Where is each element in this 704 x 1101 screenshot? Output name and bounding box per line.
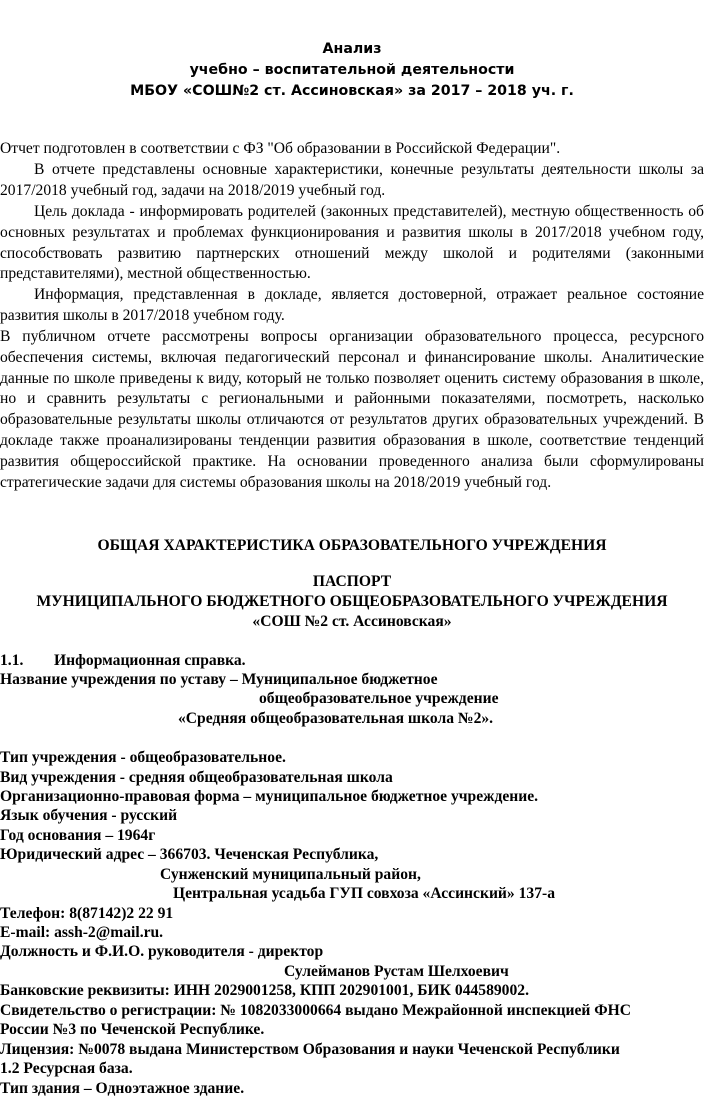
org-name-line2: «СОШ №2 ст. Ассиновская» — [252, 613, 452, 630]
intro-paragraph-4: В публичном отчете рассмотрены вопросы организации образовательного процесса, ресурсного обеспечения системы, включая педагогический персонал и финансирование школы. Аналитические данные по школе приведены к виду, который не только позволяет оценить систему образования в школе, но и сравнить результаты с региональными и районными показателями, посмотреть, насколько образовательные результаты школы отличаются от результатов других образовательных учреждений. В докладе также проанализированы тенденции развития образования в школе, соответствие тенденций развития общероссийской практике. На основании проведенного анализа были сформулированы стратегические задачи для системы образования школы на 2018/2019 учебный год. — [0, 328, 704, 491]
founded-year: Год основания – 1964г — [0, 827, 156, 844]
bank-details: Банковские реквизиты: ИНН 2029001258, КПП 202901001, БИК 044589002. — [0, 982, 529, 999]
registration-line2: России №3 по Чеченской Республике. — [0, 1021, 265, 1038]
director-name: Сулейманов Рустам Шелхоевич — [284, 963, 509, 980]
legal-address-line1: Юридический адрес – 366703. Чеченская Республика, — [0, 846, 379, 863]
building-type: Тип здания – Одноэтажное здание. — [0, 1080, 245, 1097]
intro-paragraph-0: Отчет подготовлен в соответствии с ФЗ "Об образовании в Российской Федерации". — [0, 140, 561, 157]
teaching-language: Язык обучения - русский — [0, 807, 178, 824]
institution-kind: Вид учреждения - средняя общеобразовательная школа — [0, 769, 393, 786]
legal-form: Организационно-правовая форма – муниципальное бюджетное учреждение. — [0, 788, 539, 805]
legal-address-line2: Сунженский муниципальный район, — [160, 866, 421, 883]
email: E-mail: assh-2@mail.ru. — [0, 924, 164, 941]
institution-name-line2: общеобразовательное учреждение — [259, 690, 499, 707]
institution-type: Тип учреждения - общеобразовательное. — [0, 749, 286, 766]
org-name-line1: МУНИЦИПАЛЬНОГО БЮДЖЕТНОГО ОБЩЕОБРАЗОВАТЕЛЬНОГО УЧРЕЖДЕНИЯ — [36, 593, 668, 610]
institution-name-line3: «Средняя общеобразовательная школа №2». — [178, 710, 494, 727]
phone: Телефон: 8(87142)2 22 91 — [0, 905, 174, 922]
legal-address-line3: Центральная усадьба ГУП совхоза «Ассинский» 137-а — [173, 885, 555, 902]
info-title: Информационная справка. — [54, 652, 246, 669]
registration-line1: Свидетельство о регистрации: № 1082033000664 выдано Межрайонной инспекцией ФНС — [0, 1002, 632, 1019]
doc-title-line3: МБОУ «СОШ№2 ст. Ассиновская» за 2017 – 2018 уч. г. — [130, 83, 574, 99]
section-heading: ОБЩАЯ ХАРАКТЕРИСТИКА ОБРАЗОВАТЕЛЬНОГО УЧРЕЖДЕНИЯ — [97, 537, 607, 554]
intro-paragraph-2: Цель доклада - информировать родителей (законных представителей), местную общественность об основных результатах и проблемах функционирования и развития школы в 2017/2018 учебном году, способствовать развитию партнерских отношений между школой и родителями (законными представителями), местной общественностью. — [0, 203, 704, 283]
doc-title-line2: учебно – воспитательной деятельности — [189, 62, 515, 78]
director-label: Должность и Ф.И.О. руководителя - директор — [0, 943, 324, 960]
institution-name-line1: Название учреждения по уставу – Муниципальное бюджетное — [0, 671, 438, 688]
doc-title-line1: Анализ — [322, 41, 382, 57]
resource-base-heading: 1.2 Ресурсная база. — [0, 1060, 133, 1077]
intro-paragraph-1: В отчете представлены основные характеристики, конечные результаты деятельности школы за 2017/2018 учебный год, задачи на 2018/2019 учебный год. — [0, 161, 704, 199]
license: Лицензия: №0078 выдана Министерством Образования и науки Чеченской Республики — [0, 1041, 620, 1058]
intro-paragraph-3: Информация, представленная в докладе, является достоверной, отражает реальное состояние развития школы в 2017/2018 учебном году. — [0, 286, 704, 324]
info-number: 1.1. — [0, 652, 24, 669]
passport-heading: ПАСПОРТ — [312, 573, 392, 590]
